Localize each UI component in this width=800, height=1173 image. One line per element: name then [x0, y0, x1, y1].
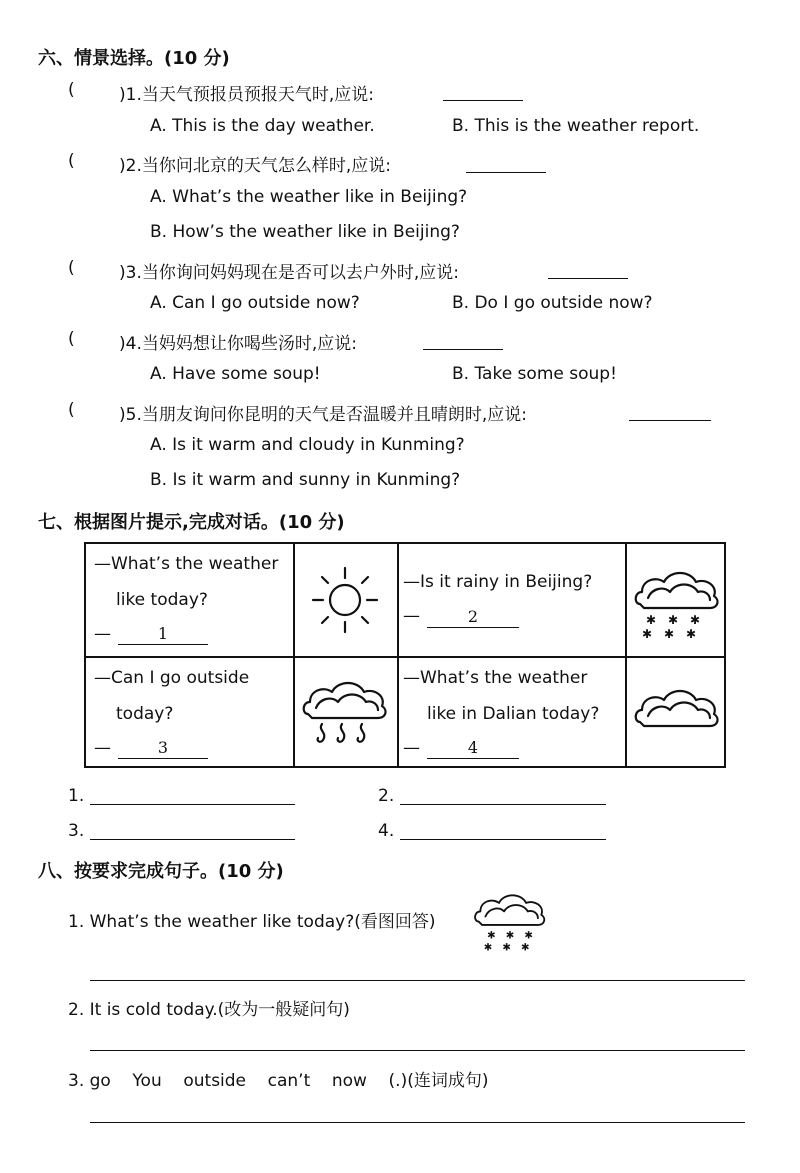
answer-line[interactable]	[90, 839, 295, 840]
answer-paren: (	[68, 258, 75, 278]
answer-label: 4.	[378, 821, 395, 841]
svg-text:✱: ✱	[521, 942, 530, 952]
dialogue-dash: —	[94, 624, 111, 644]
option-a: A. Is it warm and cloudy in Kunming?	[150, 435, 465, 455]
option-a: A. This is the day weather.	[150, 116, 375, 136]
answer-paren: (	[68, 400, 75, 420]
answer-paren: (	[68, 80, 75, 100]
answer-paren: (	[68, 329, 75, 349]
question-stem: )1.当天气预报员预报天气时,应说:	[119, 85, 374, 105]
answer-blank[interactable]	[466, 172, 546, 173]
svg-text:✱: ✱	[686, 627, 697, 640]
answer-blank[interactable]	[548, 278, 628, 279]
svg-text:✱: ✱	[483, 942, 493, 952]
svg-text:✱: ✱	[668, 613, 679, 627]
dialogue-blank[interactable]	[118, 644, 208, 645]
option-b: B. Do I go outside now?	[452, 293, 653, 313]
option-b: B. Is it warm and sunny in Kunming?	[150, 470, 461, 490]
dialogue-blank[interactable]	[427, 758, 519, 759]
question-stem: )2.当你问北京的天气怎么样时,应说:	[119, 156, 391, 176]
cloud-icon	[632, 680, 722, 740]
option-a: A. Have some soup!	[150, 364, 321, 384]
option-a: A. What’s the weather like in Beijing?	[150, 187, 468, 207]
rain-cloud-icon	[300, 672, 390, 748]
question-stem: )4.当妈妈想让你喝些汤时,应说:	[119, 334, 357, 354]
dialogue-dash: —	[403, 606, 420, 626]
dialogue-question-cont: like in Dalian today?	[427, 704, 600, 724]
answer-line[interactable]	[90, 980, 745, 981]
sun-icon	[309, 564, 381, 636]
svg-text:✱: ✱	[505, 930, 515, 942]
answer-line[interactable]	[90, 1122, 745, 1123]
answer-label: 1.	[68, 786, 85, 806]
answer-paren: (	[68, 151, 75, 171]
answer-line[interactable]	[400, 804, 606, 805]
blank-number: 1	[157, 624, 169, 643]
dialogue-question: —What’s the weather	[94, 554, 279, 574]
dialogue-blank[interactable]	[118, 758, 208, 759]
dialogue-question: —What’s the weather	[403, 668, 588, 688]
blank-number: 3	[157, 738, 169, 757]
svg-text:✱: ✱	[642, 627, 653, 640]
answer-blank[interactable]	[443, 100, 523, 101]
option-b: B. How’s the weather like in Beijing?	[150, 222, 460, 242]
dialogue-question: —Can I go outside	[94, 668, 250, 688]
answer-label: 2.	[378, 786, 395, 806]
dialogue-question-cont: today?	[116, 704, 174, 724]
snow-cloud-icon	[470, 886, 550, 952]
svg-text:✱: ✱	[487, 930, 496, 942]
option-b: B. This is the weather report.	[452, 116, 700, 136]
svg-text:✱: ✱	[646, 613, 657, 627]
dialogue-blank[interactable]	[427, 627, 519, 628]
dialogue-table	[84, 542, 726, 768]
svg-text:✱: ✱	[524, 930, 533, 942]
svg-text:✱: ✱	[664, 627, 675, 640]
option-a: A. Can I go outside now?	[150, 293, 360, 313]
section6-title: 六、情景选择。(10 分)	[38, 48, 230, 69]
snow-cloud-icon	[632, 562, 722, 640]
question-stem: )3.当你询问妈妈现在是否可以去户外时,应说:	[119, 263, 459, 283]
answer-line[interactable]	[90, 804, 295, 805]
blank-number: 2	[467, 607, 479, 626]
option-b: B. Take some soup!	[452, 364, 617, 384]
answer-blank[interactable]	[423, 349, 503, 350]
svg-text:✱: ✱	[502, 942, 511, 952]
task-sentence: 3. go You outside can’t now (.)(连词成句)	[68, 1071, 489, 1091]
svg-text:✱: ✱	[690, 613, 701, 627]
answer-line[interactable]	[90, 1050, 745, 1051]
dialogue-question-cont: like today?	[116, 590, 208, 610]
answer-blank[interactable]	[629, 420, 711, 421]
section8-title: 八、按要求完成句子。(10 分)	[38, 861, 284, 882]
section7-title: 七、根据图片提示,完成对话。(10 分)	[38, 512, 345, 533]
answer-label: 3.	[68, 821, 85, 841]
task-sentence: 1. What’s the weather like today?(看图回答)	[68, 912, 436, 932]
answer-line[interactable]	[400, 839, 606, 840]
question-stem: )5.当朋友询问你昆明的天气是否温暖并且晴朗时,应说:	[119, 405, 527, 425]
blank-number: 4	[467, 738, 479, 757]
dialogue-question: —Is it rainy in Beijing?	[403, 572, 593, 592]
dialogue-dash: —	[94, 738, 111, 758]
task-sentence: 2. It is cold today.(改为一般疑问句)	[68, 1000, 350, 1020]
dialogue-dash: —	[403, 738, 420, 758]
